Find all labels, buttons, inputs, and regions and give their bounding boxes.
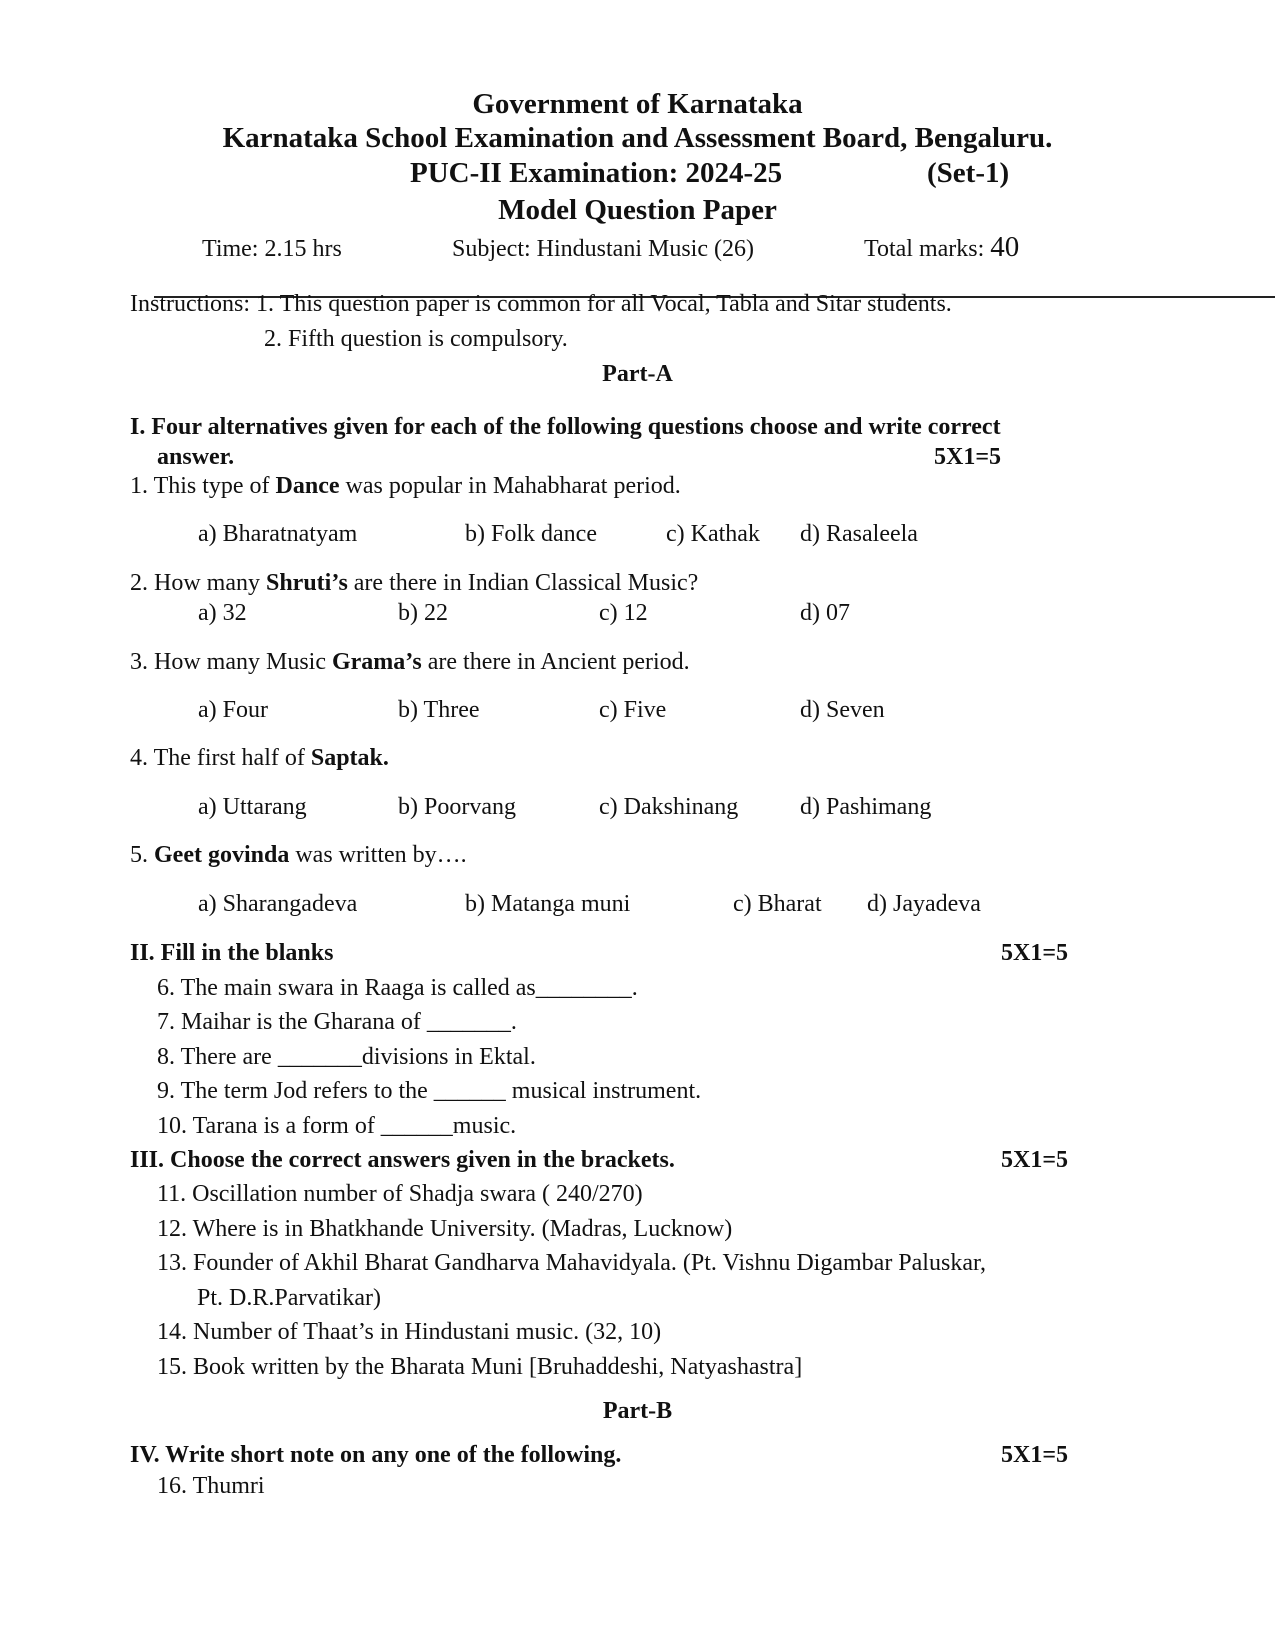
q5-option-b: b) Matanga muni xyxy=(465,891,631,917)
question-10: 10. Tarana is a form of ______music. xyxy=(157,1113,517,1139)
question-15: 15. Book written by the Bharata Muni [Bruhaddeshi, Natyashastra] xyxy=(157,1354,803,1380)
header-exam: PUC-II Examination: 2024-25 xyxy=(410,157,783,189)
q1-option-b: b) Folk dance xyxy=(465,521,597,547)
question-7: 7. Maihar is the Gharana of _______. xyxy=(157,1009,517,1035)
question-2: 2. How many Shruti’s are there in Indian Classical Music? xyxy=(130,570,699,596)
q4-option-d: d) Pashimang xyxy=(800,794,932,820)
q2-option-a: a) 32 xyxy=(198,600,247,626)
q1-option-d: d) Rasaleela xyxy=(800,521,918,547)
q5-option-c: c) Bharat xyxy=(733,891,822,917)
question-16: 16. Thumri xyxy=(157,1473,265,1499)
section-3-heading: III. Choose the correct answers given in the brackets. xyxy=(130,1147,675,1173)
question-13: 13. Founder of Akhil Bharat Gandharva Mahavidyala. (Pt. Vishnu Digambar Paluskar, xyxy=(157,1250,986,1276)
q4-option-c: c) Dakshinang xyxy=(599,794,739,820)
header-time: Time: 2.15 hrs xyxy=(202,236,342,262)
q2-option-c: c) 12 xyxy=(599,600,648,626)
header-board: Karnataka School Examination and Assessment Board, Bengaluru. xyxy=(222,122,1053,154)
question-13-cont: Pt. D.R.Parvatikar) xyxy=(197,1285,381,1311)
section-2-marks: 5X1=5 xyxy=(1001,940,1069,966)
header-paper-title: Model Question Paper xyxy=(498,194,777,226)
instructions-line2: 2. Fifth question is compulsory. xyxy=(264,326,568,352)
q4-option-a: a) Uttarang xyxy=(198,794,307,820)
q3-option-d: d) Seven xyxy=(800,697,885,723)
q2-option-d: d) 07 xyxy=(800,600,850,626)
question-6: 6. The main swara in Raaga is called as________. xyxy=(157,975,638,1001)
question-5: 5. Geet govinda was written by…. xyxy=(130,842,467,868)
q1-option-a: a) Bharatnatyam xyxy=(198,521,358,547)
question-14: 14. Number of Thaat’s in Hindustani music. (32, 10) xyxy=(157,1319,662,1345)
question-9: 9. The term Jod refers to the ______ musical instrument. xyxy=(157,1078,702,1104)
header-government: Government of Karnataka xyxy=(472,88,803,120)
section-1-marks: 5X1=5 xyxy=(934,444,1002,470)
q3-option-b: b) Three xyxy=(398,697,480,723)
q4-option-b: b) Poorvang xyxy=(398,794,516,820)
question-12: 12. Where is in Bhatkhande University. (Madras, Lucknow) xyxy=(157,1216,733,1242)
q3-option-c: c) Five xyxy=(599,697,667,723)
part-b-title: Part-B xyxy=(602,1398,673,1424)
question-1: 1. This type of Dance was popular in Mahabharat period. xyxy=(130,473,681,499)
section-4-heading: IV. Write short note on any one of the following. xyxy=(130,1442,622,1468)
question-3: 3. How many Music Grama’s are there in Ancient period. xyxy=(130,649,690,675)
section-3-marks: 5X1=5 xyxy=(1001,1147,1069,1173)
question-4: 4. The first half of Saptak. xyxy=(130,745,389,771)
header-set: (Set-1) xyxy=(927,157,1010,189)
q3-option-a: a) Four xyxy=(198,697,268,723)
q5-option-d: d) Jayadeva xyxy=(867,891,981,917)
header-total-marks: Total marks: 40 xyxy=(864,231,1020,263)
q2-option-b: b) 22 xyxy=(398,600,448,626)
section-1-heading: I. Four alternatives given for each of the following questions choose and write correct xyxy=(130,414,1001,440)
question-11: 11. Oscillation number of Shadja swara ( 240/270) xyxy=(157,1181,643,1207)
section-4-marks: 5X1=5 xyxy=(1001,1442,1069,1468)
q1-option-c: c) Kathak xyxy=(666,521,760,547)
q5-option-a: a) Sharangadeva xyxy=(198,891,358,917)
instructions-line1: Instructions: 1. This question paper is common for all Vocal, Tabla and Sitar students. xyxy=(130,291,952,317)
question-8: 8. There are _______divisions in Ektal. xyxy=(157,1044,536,1070)
part-a-title: Part-A xyxy=(602,361,673,387)
section-1-heading-cont: answer. xyxy=(157,444,235,470)
header-subject: Subject: Hindustani Music (26) xyxy=(452,236,754,262)
section-2-heading: II. Fill in the blanks xyxy=(130,940,334,966)
